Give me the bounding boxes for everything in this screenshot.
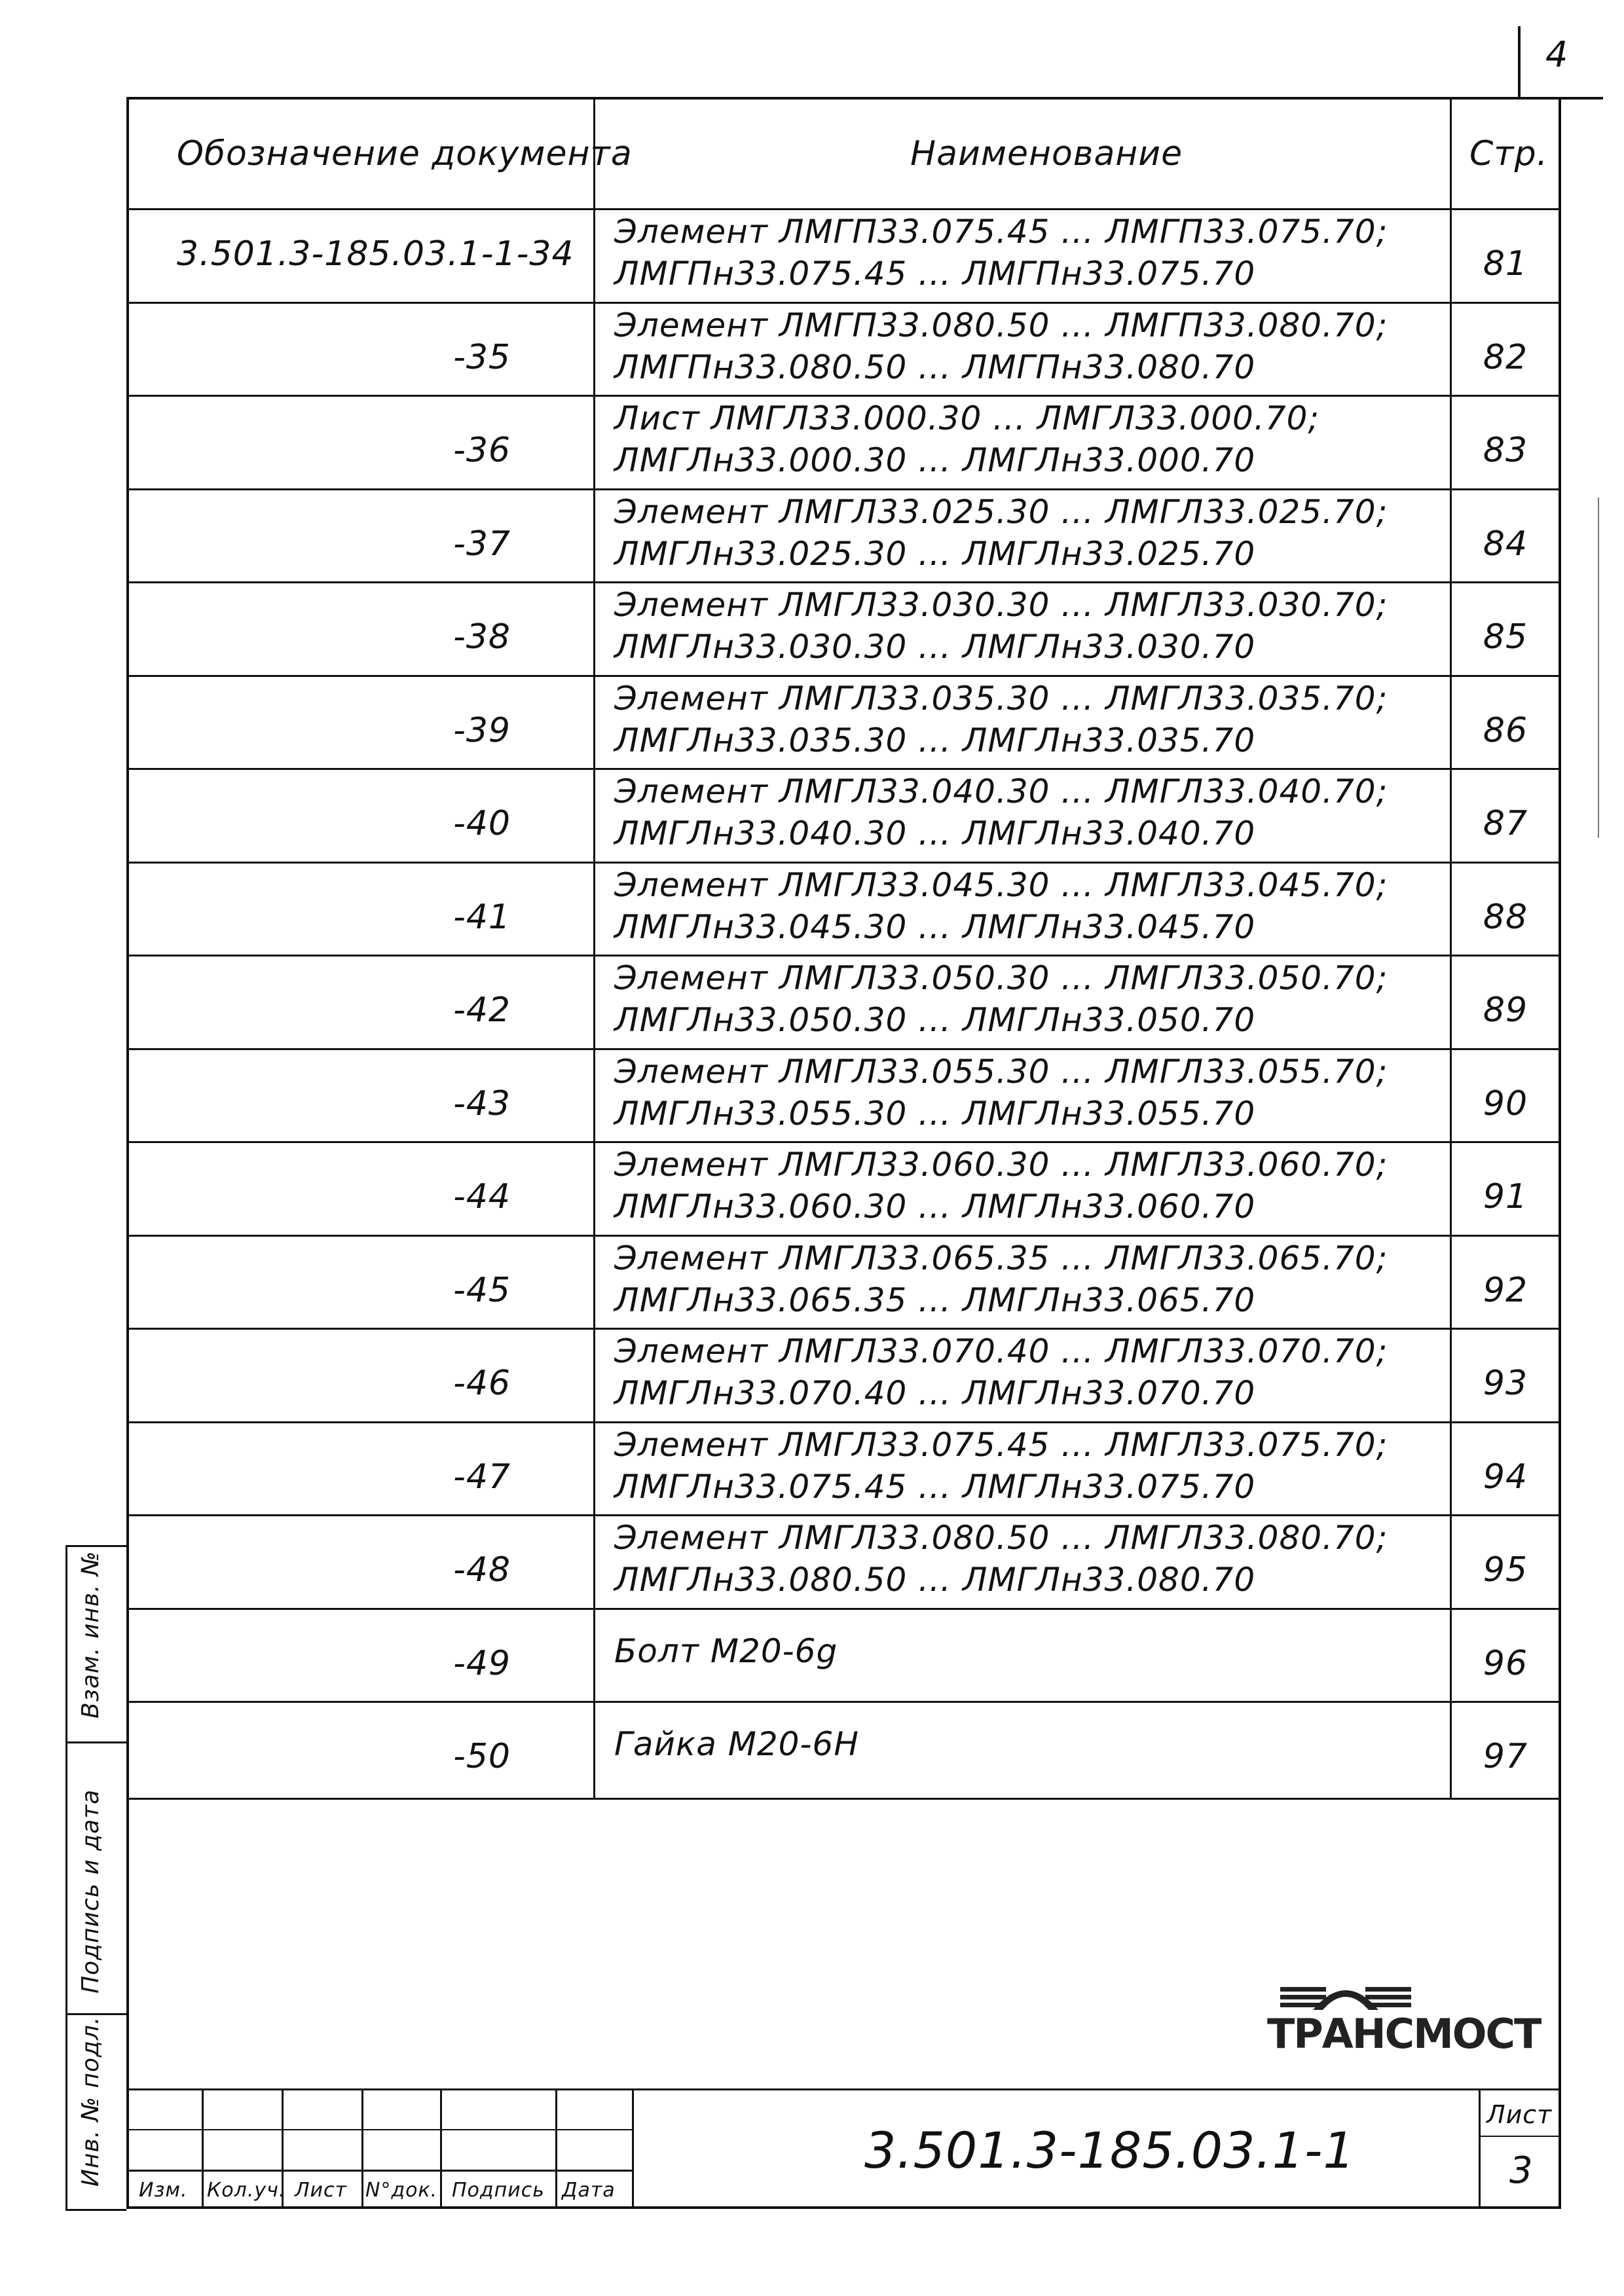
row-code: -46 — [453, 1364, 511, 1403]
side-label-podpis: Подпись и дата — [77, 1789, 104, 1994]
row-divider — [126, 488, 1561, 490]
row-code: -43 — [453, 1084, 511, 1123]
row-name-line1: Элемент ЛМГП33.080.50 ... ЛМГП33.080.70; — [614, 306, 1388, 344]
row-name-line2: ЛМГЛн33.030.30 ... ЛМГЛн33.030.70 — [614, 628, 1256, 666]
row-divider — [126, 395, 1561, 397]
row-name-line2: ЛМГЛн33.050.30 ... ЛМГЛн33.050.70 — [614, 1001, 1256, 1039]
row-page: 86 — [1483, 711, 1528, 750]
row-name-line1: Элемент ЛМГЛ33.035.30 ... ЛМГЛ33.035.70; — [614, 680, 1388, 718]
row-page: 81 — [1483, 244, 1528, 283]
row-page: 85 — [1483, 617, 1528, 657]
tb-col-izm: Изм. — [139, 2179, 188, 2202]
row-code: 3.501.3-185.03.1-1-34 — [177, 234, 574, 274]
tb-col-3 — [361, 2088, 363, 2209]
row-code: -41 — [453, 898, 511, 937]
titleblock-top — [126, 2088, 1561, 2090]
row-code: -36 — [453, 431, 511, 470]
row-code: -47 — [453, 1457, 511, 1497]
row-name-line2: ЛМГЛн33.000.30 ... ЛМГЛн33.000.70 — [614, 441, 1256, 479]
row-code: -38 — [453, 617, 511, 657]
row-name-line2: ЛМГЛн33.075.45 ... ЛМГЛн33.075.70 — [614, 1468, 1256, 1506]
side-label-vzam: Взам. инв. № — [77, 1550, 104, 1719]
side-label-inv-podl: Инв. № подл. — [77, 2016, 104, 2187]
row-code: -39 — [453, 711, 511, 750]
row-divider — [126, 1141, 1561, 1143]
row-code: -45 — [453, 1271, 511, 1310]
row-page: 96 — [1483, 1644, 1528, 1683]
side-line-2 — [65, 1741, 126, 1743]
row-name-line1: Гайка М20-6Н — [614, 1725, 859, 1763]
row-code: -42 — [453, 991, 511, 1030]
tb-col-podpis: Подпись — [452, 2179, 545, 2202]
row-name-line1: Элемент ЛМГЛ33.045.30 ... ЛМГЛ33.045.70; — [614, 866, 1388, 904]
row-code: -49 — [453, 1644, 511, 1683]
side-line-1 — [65, 1545, 126, 1547]
row-page: 88 — [1483, 898, 1528, 937]
row-page: 94 — [1483, 1457, 1528, 1497]
row-page: 97 — [1483, 1737, 1528, 1776]
row-page: 92 — [1483, 1271, 1528, 1310]
row-divider — [126, 768, 1561, 770]
row-code: -37 — [453, 524, 511, 564]
row-page: 82 — [1483, 338, 1528, 377]
row-name-line2: ЛМГПн33.080.50 ... ЛМГПн33.080.70 — [614, 348, 1256, 386]
row-code: -44 — [453, 1177, 511, 1216]
tb-sheet-line — [1479, 2136, 1561, 2137]
row-name-line1: Элемент ЛМГЛ33.070.40 ... ЛМГЛ33.070.70; — [614, 1332, 1388, 1370]
row-page: 90 — [1483, 1084, 1528, 1123]
row-name-line1: Элемент ЛМГП33.075.45 ... ЛМГП33.075.70; — [614, 213, 1388, 251]
row-divider — [126, 1235, 1561, 1237]
row-name-line2: ЛМГЛн33.055.30 ... ЛМГЛн33.055.70 — [614, 1095, 1256, 1133]
tb-divider-main — [632, 2088, 634, 2209]
corner-divider — [1518, 26, 1521, 98]
row-divider — [126, 955, 1561, 957]
tb-col-1 — [202, 2088, 204, 2209]
row-name-line1: Элемент ЛМГЛ33.075.45 ... ЛМГЛ33.075.70; — [614, 1426, 1388, 1464]
row-name-line2: ЛМГЛн33.040.30 ... ЛМГЛн33.040.70 — [614, 814, 1256, 852]
row-name-line2: ЛМГЛн33.080.50 ... ЛМГЛн33.080.70 — [614, 1561, 1256, 1599]
row-page: 95 — [1483, 1550, 1528, 1590]
row-page: 91 — [1483, 1177, 1528, 1216]
row-name-line2: ЛМГЛн33.045.30 ... ЛМГЛн33.045.70 — [614, 908, 1256, 946]
row-divider — [126, 581, 1561, 583]
row-divider — [126, 1328, 1561, 1330]
row-page: 83 — [1483, 431, 1528, 470]
row-name-line2: ЛМГЛн33.070.40 ... ЛМГЛн33.070.70 — [614, 1374, 1256, 1412]
tb-doc-number: 3.501.3-185.03.1-1 — [864, 2121, 1356, 2179]
row-name-line1: Элемент ЛМГЛ33.055.30 ... ЛМГЛ33.055.70; — [614, 1053, 1388, 1091]
row-name-line2: ЛМГЛн33.025.30 ... ЛМГЛн33.025.70 — [614, 535, 1256, 573]
row-code: -48 — [453, 1550, 511, 1590]
tb-col-data: Дата — [562, 2179, 616, 2202]
tb-sheet-number: 3 — [1509, 2149, 1534, 2192]
table-bottom — [126, 1798, 1561, 1800]
row-name-line2: ЛМГЛн33.065.35 ... ЛМГЛн33.065.70 — [614, 1281, 1256, 1319]
row-name-line1: Элемент ЛМГЛ33.080.50 ... ЛМГЛ33.080.70; — [614, 1519, 1388, 1557]
side-line-4 — [65, 2209, 126, 2211]
side-line-3 — [65, 2013, 126, 2015]
row-divider — [126, 1608, 1561, 1610]
logo-text: ТРАНСМОСТ — [1267, 2010, 1541, 2058]
row-divider — [126, 862, 1561, 864]
row-page: 84 — [1483, 524, 1528, 564]
row-name-line1: Элемент ЛМГЛ33.050.30 ... ЛМГЛ33.050.70; — [614, 959, 1388, 997]
col-divider-1 — [593, 97, 595, 1799]
row-code: -35 — [453, 338, 511, 377]
tb-col-ndok: N°док. — [365, 2179, 438, 2202]
row-divider — [126, 1514, 1561, 1516]
row-divider — [126, 1048, 1561, 1050]
row-divider — [126, 675, 1561, 677]
tb-col-5 — [555, 2088, 557, 2209]
row-name-line1: Болт М20-6g — [614, 1632, 838, 1670]
row-name-line2: ЛМГЛн33.035.30 ... ЛМГЛн33.035.70 — [614, 721, 1256, 759]
header-divider — [126, 208, 1561, 210]
row-code: -40 — [453, 804, 511, 843]
header-page: Стр. — [1469, 134, 1549, 173]
row-name-line2: ЛМГПн33.075.45 ... ЛМГПн33.075.70 — [614, 255, 1256, 293]
row-name-line1: Элемент ЛМГЛ33.030.30 ... ЛМГЛ33.030.70; — [614, 586, 1388, 624]
corner-page-number: 4 — [1545, 34, 1569, 75]
row-name-line1: Элемент ЛМГЛ33.065.35 ... ЛМГЛ33.065.70; — [614, 1239, 1388, 1277]
transmost-logo — [1267, 1974, 1549, 2058]
tb-col-4 — [440, 2088, 442, 2209]
row-code: -50 — [453, 1737, 511, 1776]
row-name-line1: Элемент ЛМГЛ33.025.30 ... ЛМГЛ33.025.70; — [614, 493, 1388, 531]
row-name-line1: Элемент ЛМГЛ33.060.30 ... ЛМГЛ33.060.70; — [614, 1146, 1388, 1184]
row-page: 89 — [1483, 991, 1528, 1030]
tb-divider-sheet — [1479, 2088, 1481, 2209]
side-block-left — [65, 1545, 67, 2210]
row-name-line1: Элемент ЛМГЛ33.040.30 ... ЛМГЛ33.040.70; — [614, 773, 1388, 811]
row-page: 87 — [1483, 804, 1528, 843]
margin-mark — [1598, 498, 1599, 838]
row-name-line1: Лист ЛМГЛ33.000.30 ... ЛМГЛ33.000.70; — [614, 399, 1320, 437]
row-page: 93 — [1483, 1364, 1528, 1403]
tb-col-kolich: Кол.уч. — [207, 2179, 286, 2202]
header-doc: Обозначение документа — [177, 134, 633, 173]
row-name-line2: ЛМГЛн33.060.30 ... ЛМГЛн33.060.70 — [614, 1188, 1256, 1226]
row-divider — [126, 302, 1561, 304]
header-name: Наименование — [910, 134, 1183, 173]
tb-sheet-label: Лист — [1486, 2100, 1553, 2129]
tb-col-list: Лист — [295, 2179, 348, 2202]
row-divider — [126, 1421, 1561, 1423]
row-divider — [126, 1701, 1561, 1703]
